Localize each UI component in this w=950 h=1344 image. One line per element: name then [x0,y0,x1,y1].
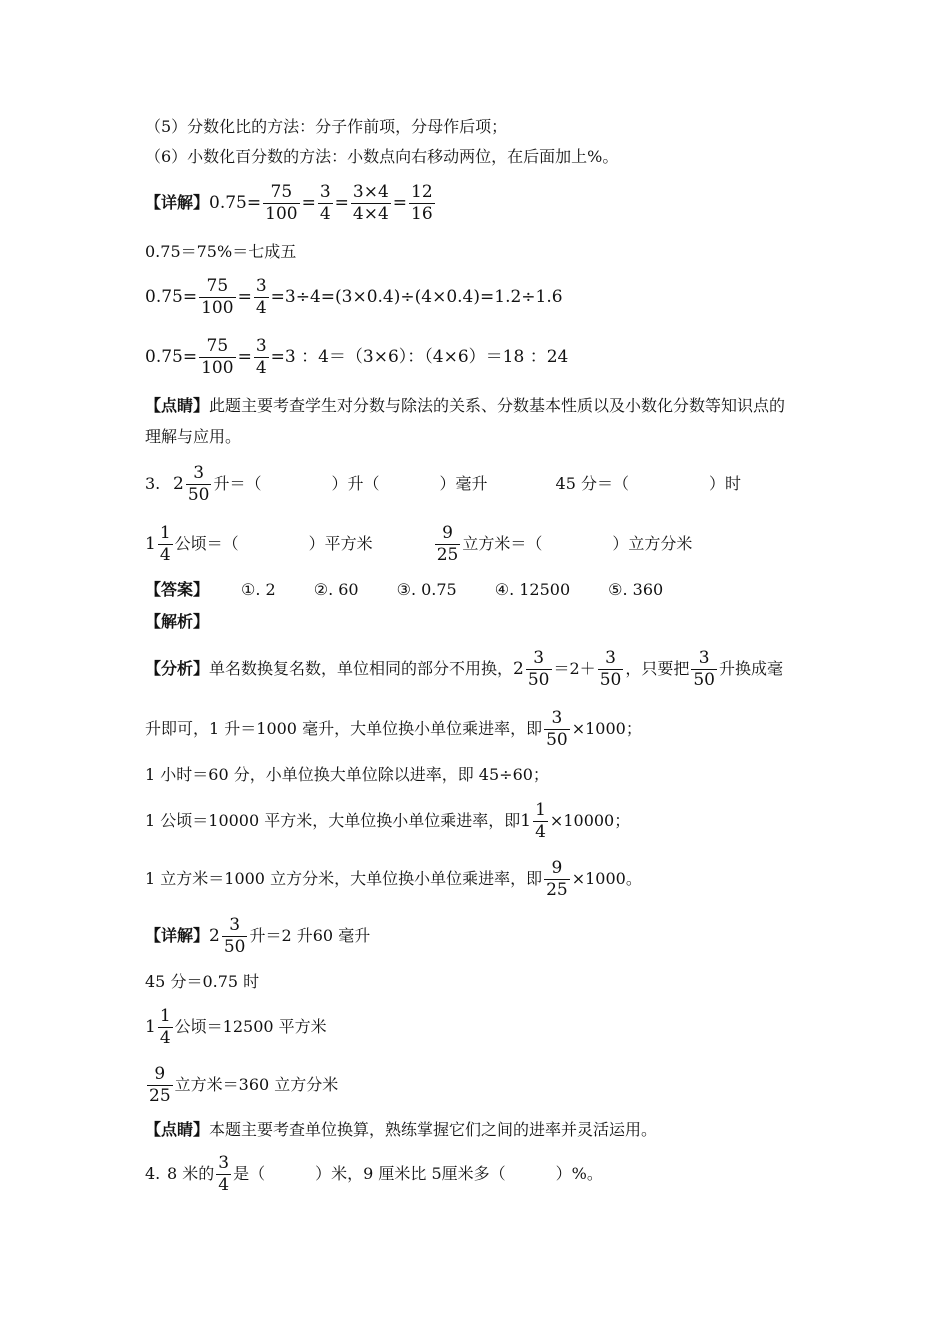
q3-line-1: 3. 2 $\frac{3}{50}$ 升＝（ ）升（ ）毫升 45 分＝（ ）时 [145,462,741,505]
denominator: 100 [265,203,298,224]
denominator: 4 [535,821,546,842]
numerator: 9 [154,1063,166,1084]
denominator: 50 [546,729,568,750]
numerator: 3 [698,647,710,668]
q2-ratio-line-2: 0.75= $\frac{75}{100}$ = $\frac{3}{4}$ =3 ：4＝（3×6）：（4×6）＝18 ：24 [145,335,569,378]
fraction [254,336,269,379]
fraction [691,648,717,691]
denominator: 50 [599,669,622,690]
denominator: 4 [255,297,267,318]
denominator: 100 [201,357,234,378]
q3-detail-line-1: 【详解】 2 $\frac{3}{50}$ 升＝2 升60 毫升 [145,914,371,957]
fraction [199,336,235,379]
denominator: 4 [159,544,171,565]
denominator: 4 [218,1174,230,1195]
fraction [526,648,552,691]
method-6: （6）小数化百分数的方法：小数点向右移动两位，在后面加上%。 [145,147,619,166]
denominator: 50 [223,936,246,957]
numerator: 3 [551,707,563,728]
q2-detail-line: 【详解】 0.75= $\frac{75}{100}$ = $\frac{3}{4}$ = $\frac{3\times 4}{4\times 4}$ = $\frac{12}{16}$ [145,181,433,224]
denominator: 16 [411,203,433,224]
fraction [199,276,235,319]
numerator: 75 [270,181,293,202]
numerator: 3 [255,275,267,296]
q2-comment-line-1: 【点睛】 此题主要考查学生对分数与除法的关系、分数基本性质以及小数化分数等知识点的 [145,396,786,415]
denominator: 4 [319,203,331,224]
fraction [409,182,435,225]
numerator: 1 [535,799,546,820]
fraction [544,708,570,751]
numerator: 3 [218,1152,230,1173]
numerator: 3 [605,647,616,668]
numerator: 3 [229,914,241,935]
fraction [544,858,570,901]
q3-detail-line-4: $\frac{9}{25}$ 立方米＝360 立方分米 [149,1063,339,1106]
q2-percent-line: 0.75＝75%＝七成五 [145,242,297,261]
q3-analysis-line-4: 1 公顷＝10000 平方米，大单位换小单位乘进率，即 1 $\frac{1}{4}$ ×10000； [145,799,631,842]
numerator: 3 [533,647,545,668]
denominator: 100 [201,297,234,318]
denominator: 25 [546,879,568,900]
fraction [254,276,269,319]
numerator: 75 [206,275,229,296]
numerator: 1 [159,522,171,543]
denominator: 50 [187,484,210,505]
q3-analysis-line-3: 1 小时＝60 分，小单位换大单位除以进率，即 45÷60； [145,765,549,784]
q3-detail-line-2: 45 分＝0.75 时 [145,972,260,991]
q3-line-2: 1 $\frac{1}{4}$ 公顷＝（ ）平方米 $\frac{9}{25}$ 立方米＝（ ）立方分米 [145,522,693,565]
q3-analysis-line-2: 升即可，1 升＝1000 毫升，大单位换小单位乘进率，即 $\frac{3}{50}$ ×1000； [145,707,642,750]
fraction [435,523,461,566]
fraction [158,523,173,566]
q4-line: 4. 8 米的 $\frac{3}{4}$ 是（ ）米，9 厘米比 5厘米多（ ）%。 [145,1152,603,1195]
numerator: 9 [551,857,563,878]
fraction [263,182,299,225]
numerator: 3×4 [352,181,389,202]
denominator: 50 [693,669,715,690]
q2-comment-line-2: 理解与应用。 [145,427,242,446]
q3-detail-line-3: 1 $\frac{1}{4}$ 公顷＝12500 平方米 [145,1005,327,1048]
numerator: 3 [193,462,205,483]
fraction [598,648,624,691]
numerator: 75 [206,335,229,356]
q3-answer: 【答案】 ①. 2 ②. 60 ③. 0.75 ④. 12500 ⑤. 360 [145,580,664,599]
fraction [222,915,248,958]
numerator: 3 [255,335,267,356]
method-5: （5）分数化比的方法：分子作前项，分母作后项； [145,117,508,136]
fraction [318,182,333,225]
q2-ratio-line-1: 0.75= $\frac{75}{100}$ = $\frac{3}{4}$ =3÷4= (3×0.4) ÷ (4×0.4) =1.2÷1.6 [145,275,563,318]
numerator: 1 [159,1005,171,1026]
q3-comment: 【点睛】 本题主要考查单位换算，熟练掌握它们之间的进率并灵活运用。 [145,1120,658,1139]
denominator: 25 [436,544,459,565]
denominator: 50 [527,669,550,690]
fraction [351,182,391,225]
q3-jiexi: 【解析】 [145,612,210,631]
fraction [158,1006,173,1049]
fraction [533,800,548,843]
denominator: 25 [149,1085,171,1106]
fraction [147,1064,173,1107]
q3-analysis-line-1: 【分析】 单名数换复名数，单位相同的部分不用换， 2 $\frac{3}{50}$ ＝2＋ $\frac{3}{50}$ ，只要把 $\frac{3}{50}$ 升换成毫 [145,647,783,690]
denominator: 4 [159,1027,171,1048]
q3-analysis-line-5: 1 立方米＝1000 立方分米，大单位换小单位乘进率，即 $\frac{9}{25}$ ×1000。 [145,857,642,900]
denominator: 4×4 [352,203,389,224]
numerator: 9 [442,522,453,543]
fraction [216,1153,231,1196]
denominator: 4 [255,357,267,378]
fraction [186,463,212,506]
numerator: 3 [319,181,331,202]
numerator: 12 [411,181,433,202]
